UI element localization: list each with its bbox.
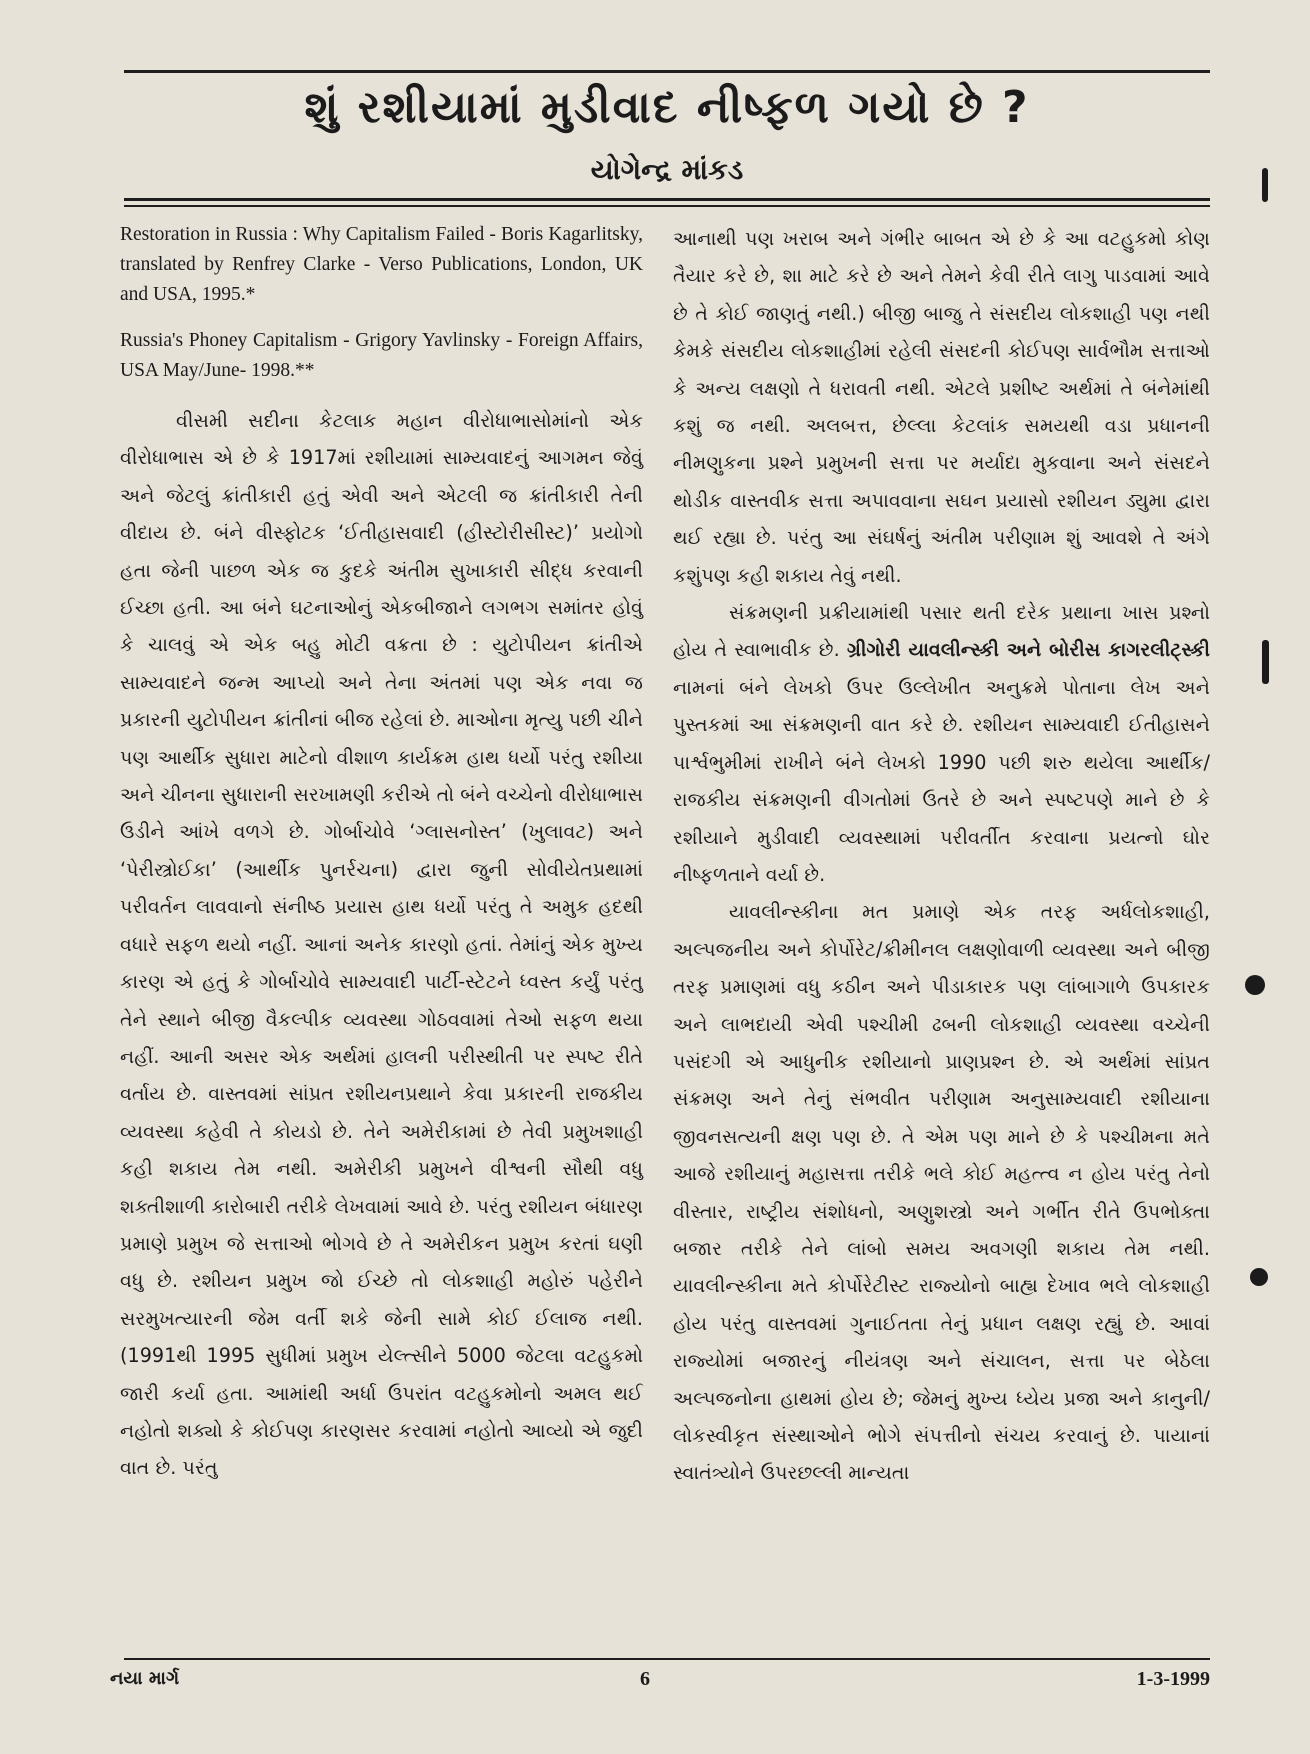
footer-date: 1-3-1999 xyxy=(1136,1668,1210,1690)
footer-page-number: 6 xyxy=(640,1668,650,1690)
top-rule xyxy=(124,70,1210,73)
header-rule-thin xyxy=(124,205,1210,207)
page-footer xyxy=(110,1668,1210,1708)
reference-1: Restoration in Russia : Why Capitalism Failed - Boris Kagarlitsky, translated by Renfrey Clarke - Verso Publications, London, UK and USA, 1995.* xyxy=(120,224,643,305)
author-names-bold: ગ્રીગોરી યાવલીન્સ્કી અને બોરીસ કાગરલીટ્સ્કી xyxy=(846,638,1211,662)
right-body-paragraph-1: આનાથી પણ ખરાબ અને ગંભીર બાબત એ છે કે આ વટહુકમો કોણ તૈયાર કરે છે, શા માટે કરે છે અને તેમને કેવી રીતે લાગુ પાડવામાં આવે છે તે કોઈ જાણતું નથી.) બીજી બાજુ તે સંસદીય લોકશાહી પણ નથી કેમકે સંસદીય લોકશાહીમાં રહેલી સંસદની કોઈપણ સાર્વભૌમ સત્તાઓ કે અન્ય લક્ષણો તે ધરાવતી નથી. એટલે પ્રશીષ્ટ અર્થમાં તે બંનેમાંથી કશું જ નથી. અલબત્ત, છેલ્લા કેટલાંક સમયથી વડા પ્રધાનની નીમણુકના પ્રશ્ને પ્રમુખની સત્તા પર મર્યાદા મુકવાના અને સંસદને થોડીક વાસ્તવીક સત્તા અપાવવાના સઘન પ્રયાસો રશીયન ડ્યુમા દ્વારા થઈ રહ્યા છે. પરંતુ આ સંઘર્ષનું અંતીમ પરીણામ શું આવશે તે અંગે કશુંપણ કહી શકાય તેવું નથી. xyxy=(673,227,1210,587)
margin-speck xyxy=(1262,168,1268,202)
margin-speck xyxy=(1245,975,1265,995)
right-body-paragraph-3: યાવલીન્સ્કીના મત પ્રમાણે એક તરફ અર્ધલોકશાહી, અલ્પજનીય અને કોર્પોરેટ/ક્રીમીનલ લક્ષણોવાળી વ્યવસ્થા અને બીજી તરફ પ્રમાણમાં વધુ કઠીન અને પીડાકારક પણ લાંબાગાળે ઉપકારક અને લાભદાયી એવી પશ્ચીમી ઢબની લોકશાહી વ્યવસ્થા વચ્ચેની પસંદગી એ આધુનીક રશીયાનો પ્રાણપ્રશ્ન છે. એ અર્થમાં સાંપ્રત સંક્રમણ અને તેનું સંભવીત પરીણામ અનુસામ્યવાદી રશીયાના જીવનસત્યની ક્ષણ પણ છે. તે એમ પણ માને છે કે પશ્ચીમના મતે આજે રશીયાનું મહાસત્તા તરીકે ભલે કોઈ મહત્ત્વ ન હોય પરંતુ તેનો વીસ્તાર, રાષ્ટ્રીય સંશોધનો, અણુશસ્ત્રો અને ગર્ભીત રીતે ઉપભોક્તા બજાર તરીકે તેને લાંબો સમય અવગણી શકાય તેમ નથી. યાવલીન્સ્કીના મતે કોર્પોરેટીસ્ટ રાજ્યોનો બાહ્ય દેખાવ ભલે લોકશાહી હોય પરંતુ વાસ્તવમાં ગુનાઈતતા તેનું પ્રધાન લક્ષણ રહ્યું છે. આવાં રાજ્યોમાં બજારનું નીયંત્રણ અને સંચાલન, સત્તા પર બેઠેલા અલ્પજનોના હાથમાં હોય છે; જેમનું મુખ્ય ધ્યેય પ્રજા અને કાનુની/લોકસ્વીકૃત સંસ્થાઓને ભોગે સંપત્તીનો સંચય કરવાનું છે. પાયાનાં સ્વાતંત્ર્યોને ઉપરછલ્લી માન્યતા xyxy=(673,900,1210,1485)
footer-rule xyxy=(124,1658,1210,1660)
right-column xyxy=(673,220,1210,1492)
paragraph-2-intro: સંક્રમણની પ્રક્રીયામાંથી પસાર થતી દરેક પ્રથાના ખાસ પ્રશ્નો હોય તે સ્વાભાવીક છે. xyxy=(673,601,1210,662)
left-body-paragraph: વીસમી સદીના કેટલાક મહાન વીરોધાભાસોમાંનો એક વીરોધાભાસ એ છે કે 1917માં રશીયામાં સામ્યવાદનું આગમન જેવું અને જેટલું ક્રાંતીકારી હતું એવી અને એટલી જ ક્રાંતીકારી તેની વીદાય છે. બંને વીસ્ફોટક ‘ઈતીહાસવાદી (હીસ્ટોરીસીસ્ટ)’ પ્રયોગો હતા જેની પાછળ એક જ કુદકે અંતીમ સુખાકારી સીદ્ધ કરવાની ઈચ્છા હતી. આ બંને ઘટનાઓનું એકબીજાને લગભગ સમાંતર હોવું કે ચાલવું એ એક બહુ મોટી વક્રતા છે : યુટોપીયન ક્રાંતીએ સામ્યવાદને જન્મ આપ્યો અને તેના અંતમાં પણ એક નવા જ પ્રકારની યુટોપીયન ક્રાંતીનાં બીજ રહેલાં છે. માઓના મૃત્યુ પછી ચીને પણ આર્થીક સુધારા માટેનો વીશાળ કાર્યક્રમ હાથ ધર્યો પરંતુ રશીયા અને ચીનના સુધારાની સરખામણી કરીએ તો બંને વચ્ચેનો વીરોધાભાસ ઉડીને આંખે વળગે છે. ગોર્બાચોવે ‘ગ્લાસનોસ્ત’ (ખુલાવટ) અને ‘પેરીસ્ત્રોઈકા’ (આર્થીક પુનર્રચના) દ્વારા જુની સોવીયેતપ્રથામાં પરીવર્તન લાવવાનો સંનીષ્ઠ પ્રયાસ હાથ ધર્યો પરંતુ તે અમુક હદથી વધારે સફળ થયો નહીં. આનાં અનેક કારણો હતાં. તેમાંનું એક મુખ્ય કારણ એ હતું કે ગોર્બાચોવે સામ્યવાદી પાર્ટી-સ્ટેટને ધ્વસ્ત કર્યું પરંતુ તેને સ્થાને બીજી વૈકલ્પીક વ્યવસ્થા ગોઠવવામાં તેઓ સફળ થયા નહીં. આની અસર એક અર્થમાં હાલની પરીસ્થીતી પર સ્પષ્ટ રીતે વર્તાય છે. વાસ્તવમાં સાંપ્રત રશીયનપ્રથાને કેવા પ્રકારની રાજકીય વ્યવસ્થા કહેવી તે કોયડો છે. તેને અમેરીકામાં છે તેવી પ્રમુખશાહી કહી શકાય તેમ નથી. અમેરીકી પ્રમુખને વીશ્વની સૌથી વધુ શક્તીશાળી કારોબારી તરીકે લેખવામાં આવે છે. પરંતુ રશીયન બંધારણ પ્રમાણે પ્રમુખ જે સત્તાઓ ભોગવે છે તે અમેરીકન પ્રમુખ કરતાં ઘણી વધુ છે. રશીયન પ્રમુખ જો ઈચ્છે તો લોકશાહી મહોરું પહેરીને સરમુખત્યારની જેમ વર્તી શકે જેની સામે કોઈ ઈલાજ નથી. (1991થી 1995 સુધીમાં પ્રમુખ યેલ્ત્સીને 5000 જેટલા વટહુકમો જારી કર્યા હતા. આમાંથી અર્ધા ઉપરાંત વટહુકમોનો અમલ થઈ નહોતો શક્યો કે કોઈપણ કારણસર કરવામાં નહોતો આવ્યો એ જુદી વાત છે. પરંતુ xyxy=(120,409,643,1480)
article-title: શું રશીયામાં મુડીવાદ નીષ્ફળ ગયો છે ? xyxy=(304,82,1030,133)
paragraph-2-rest: નામનાં બંને લેખકો ઉપર ઉલ્લેખીત અનુક્રમે પોતાના લેખ અને પુસ્તકમાં આ સંક્રમણની વાત કરે છે. રશીયન સામ્યવાદી ઈતીહાસને પાર્શ્વભુમીમાં રાખીને બંને લેખકો 1990 પછી શરુ થયેલા આર્થીક/રાજકીય સંક્રમણની વીગતોમાં ઉતરે છે અને સ્પષ્ટપણે માને છે કે રશીયાને મુડીવાદી વ્યવસ્થામાં પરીવર્તીત કરવાના પ્રયત્નો ઘોર નીષ્ફળતાને વર્યા છે. xyxy=(673,675,1210,886)
left-column xyxy=(120,220,643,1487)
header-rule-thick xyxy=(124,198,1210,201)
reference-2: Russia's Phoney Capitalism - Grigory Yavlinsky - Foreign Affairs, USA May/June- 1998.** xyxy=(120,330,643,381)
footer-publication: નયા માર્ગ xyxy=(110,1668,180,1689)
article-author: યોગેન્દ્ર માંકડ xyxy=(590,153,744,186)
margin-speck xyxy=(1262,640,1269,684)
margin-speck xyxy=(1250,1268,1268,1286)
right-body-paragraph-2 xyxy=(673,594,1210,893)
